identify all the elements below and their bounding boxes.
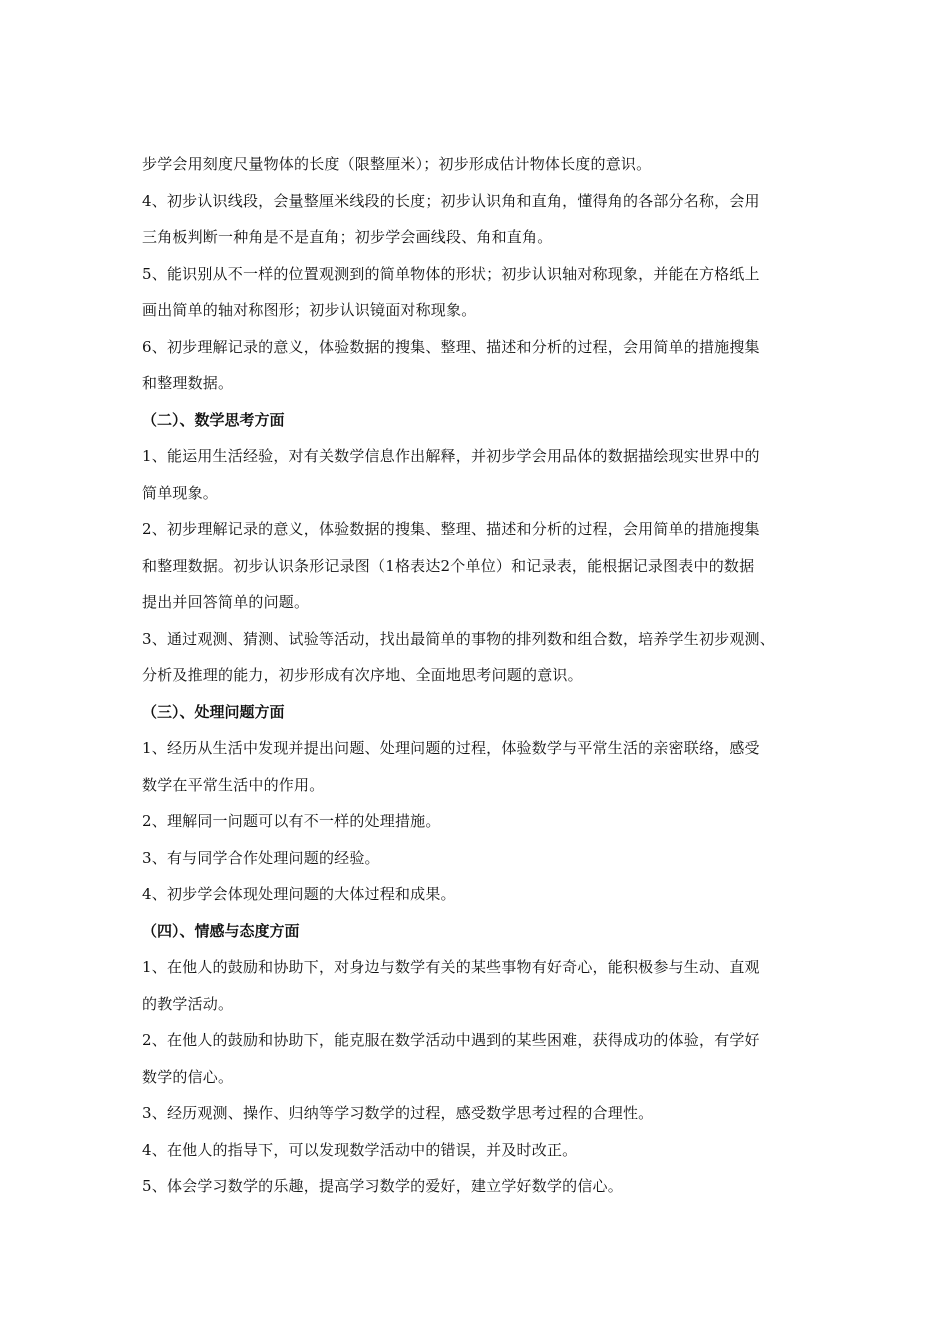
paragraph-line: 2、初步理解记录的意义，体验数据的搜集、整理、描述和分析的过程，会用简单的措施搜集: [142, 520, 760, 538]
paragraph-line: 3、经历观测、操作、归纳等学习数学的过程，感受数学思考过程的合理性。: [142, 1104, 654, 1122]
section-heading-problem-solving: （三）、处理问题方面: [142, 702, 285, 721]
paragraph-line: 步学会用刻度尺量物体的长度（限整厘米）；初步形成估计物体长度的意识。: [142, 155, 652, 173]
paragraph-line: 3、有与同学合作处理问题的经验。: [142, 848, 380, 867]
paragraph-line: 画出简单的轴对称图形；初步认识镜面对称现象。: [142, 301, 477, 319]
paragraph-line: 1、在他人的鼓励和协助下，对身边与数学有关的某些事物有好奇心，能积极参与生动、直观: [142, 958, 760, 976]
section-heading-emotion-attitude: （四）、情感与态度方面: [142, 921, 300, 940]
paragraph-line: 5、体会学习数学的乐趣，提高学习数学的爱好，建立学好数学的信心。: [142, 1177, 623, 1195]
paragraph-line: 5、能识别从不一样的位置观测到的简单物体的形状；初步认识轴对称现象，并能在方格纸上: [142, 264, 760, 283]
paragraph-line: 提出并回答简单的问题。: [142, 593, 310, 611]
document-body: [142, 146, 842, 1205]
paragraph-line: 分析及推理的能力，初步形成有次序地、全面地思考问题的意识。: [142, 666, 583, 684]
paragraph-line: 和整理数据。: [142, 374, 234, 392]
paragraph-line: 6、初步理解记录的意义，体验数据的搜集、整理、描述和分析的过程，会用简单的措施搜集: [142, 337, 760, 356]
paragraph-line: 1、经历从生活中发现并提出问题、处理问题的过程，体验数学与平常生活的亲密联络，感受: [142, 739, 760, 757]
paragraph-line: 2、在他人的鼓励和协助下，能克服在数学活动中遇到的某些困难，获得成功的体验，有学好: [142, 1031, 760, 1049]
paragraph-line: 4、初步学会体现处理问题的大体过程和成果。: [142, 885, 456, 903]
paragraph-line: 1、能运用生活经验，对有关数学信息作出解释，并初步学会用品体的数据描绘现实世界中的: [142, 447, 760, 465]
paragraph-line: 4、初步认识线段，会量整厘米线段的长度；初步认识角和直角，懂得角的各部分名称，会用: [142, 191, 760, 210]
paragraph-line: 4、在他人的指导下，可以发现数学活动中的错误，并及时改正。: [142, 1140, 578, 1159]
paragraph-line: 数学的信心。: [142, 1067, 234, 1086]
paragraph-line: 简单现象。: [142, 483, 219, 502]
paragraph-line: 3、通过观测、猜测、试验等活动，找出最简单的事物的排列数和组合数，培养学生初步观测、: [142, 629, 775, 648]
section-heading-math-thinking: （二）、数学思考方面: [142, 410, 285, 429]
paragraph-line: 三角板判断一种角是不是直角；初步学会画线段、角和直角。: [142, 228, 553, 246]
paragraph-line: 和整理数据。初步认识条形记录图（1格表达2个单位）和记录表，能根据记录图表中的数据: [142, 556, 755, 575]
paragraph-line: 数学在平常生活中的作用。: [142, 775, 325, 794]
paragraph-line: 2、理解同一问题可以有不一样的处理措施。: [142, 812, 441, 830]
paragraph-line: 的教学活动。: [142, 994, 234, 1013]
